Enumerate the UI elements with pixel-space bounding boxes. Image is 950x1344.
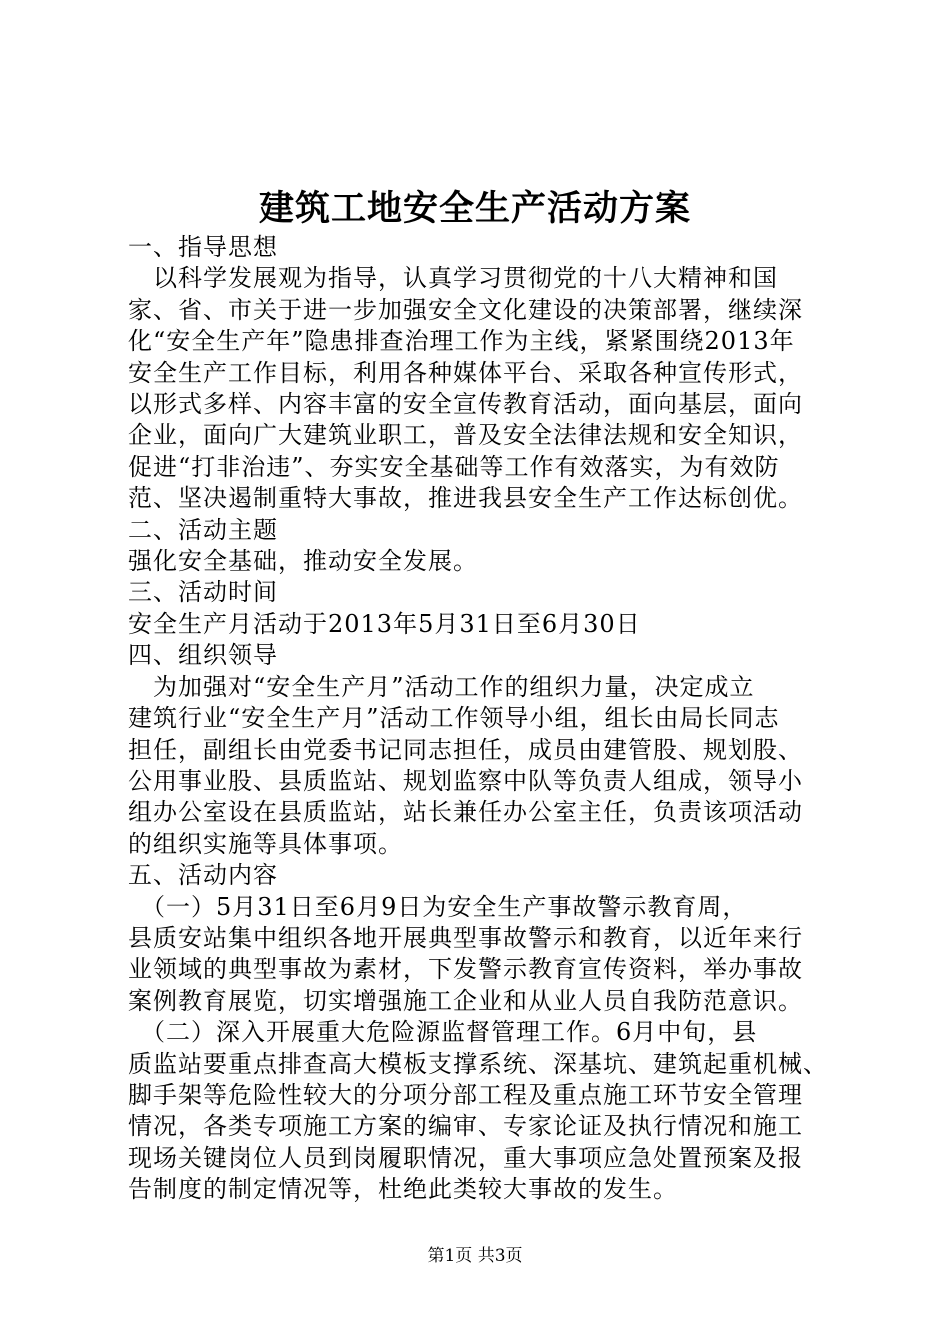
body-line: 企业，面向广大建筑业职工，普及安全法律法规和安全知识， (128, 421, 803, 450)
body-line: 为加强对“安全生产月”活动工作的组织力量，决定成立 (128, 672, 755, 701)
body-line: 安全生产工作目标，利用各种媒体平台、采取各种宣传形式， (128, 358, 803, 387)
body-line: （二）深入开展重大危险源监督管理工作。6月中旬，县 (128, 1018, 758, 1047)
body-line: 安全生产月活动于2013年5月31日至6月30日 (128, 609, 641, 638)
body-line: 告制度的制定情况等，杜绝此类较大事故的发生。 (128, 1175, 678, 1204)
body-line: （一）5月31日至6月9日为安全生产事故警示教育周， (128, 892, 748, 921)
body-line: 的组织实施等具体事项。 (128, 829, 403, 858)
body-line: 脚手架等危险性较大的分项分部工程及重点施工环节安全管理 (128, 1080, 803, 1109)
body-line: 情况，各类专项施工方案的编审、专家论证及执行情况和施工 (128, 1112, 803, 1141)
section-heading-activity-content: 五、活动内容 (128, 861, 278, 890)
body-line: 家、省、市关于进一步加强安全文化建设的决策部署，继续深 (128, 295, 803, 324)
body-line: 范、坚决遏制重特大事故，推进我县安全生产工作达标创优。 (128, 484, 803, 513)
body-line: 促进“打非治违”、夯实安全基础等工作有效落实，为有效防 (128, 452, 780, 481)
body-line: 县质安站集中组织各地开展典型事故警示和教育，以近年来行 (128, 923, 803, 952)
body-line: 以科学发展观为指导，认真学习贯彻党的十八大精神和国 (128, 264, 778, 293)
body-line: 强化安全基础，推动安全发展。 (128, 547, 478, 576)
body-line: 案例教育展览，切实增强施工企业和从业人员自我防范意识。 (128, 986, 803, 1015)
body-line: 组办公室设在县质监站，站长兼任办公室主任，负责该项活动 (128, 798, 803, 827)
document-title: 建筑工地安全生产活动方案 (258, 188, 691, 229)
body-line: 现场关键岗位人员到岗履职情况，重大事项应急处置预案及报 (128, 1143, 803, 1172)
body-line: 建筑行业“安全生产月”活动工作领导小组，组长由局长同志 (128, 704, 780, 733)
body-line: 以形式多样、内容丰富的安全宣传教育活动，面向基层，面向 (128, 390, 803, 419)
section-heading-organization: 四、组织领导 (128, 641, 278, 670)
body-line: 担任，副组长由党委书记同志担任，成员由建管股、规划股、 (128, 735, 803, 764)
section-heading-guiding-ideology: 一、指导思想 (128, 233, 278, 261)
section-heading-activity-theme: 二、活动主题 (128, 515, 278, 544)
body-line: 化“安全生产年”隐患排查治理工作为主线，紧紧围绕2013年 (128, 327, 795, 356)
body-line: 公用事业股、县质监站、规划监察中队等负责人组成，领导小 (128, 766, 803, 795)
page-footer: 第1页 共3页 (427, 1246, 523, 1266)
document-body (128, 232, 858, 1206)
body-line: 业领域的典型事故为素材，下发警示教育宣传资料，举办事故 (128, 955, 803, 984)
section-heading-activity-time: 三、活动时间 (128, 578, 278, 607)
body-line: 质监站要重点排查高大模板支撑系统、深基坑、建筑起重机械、 (128, 1049, 828, 1078)
